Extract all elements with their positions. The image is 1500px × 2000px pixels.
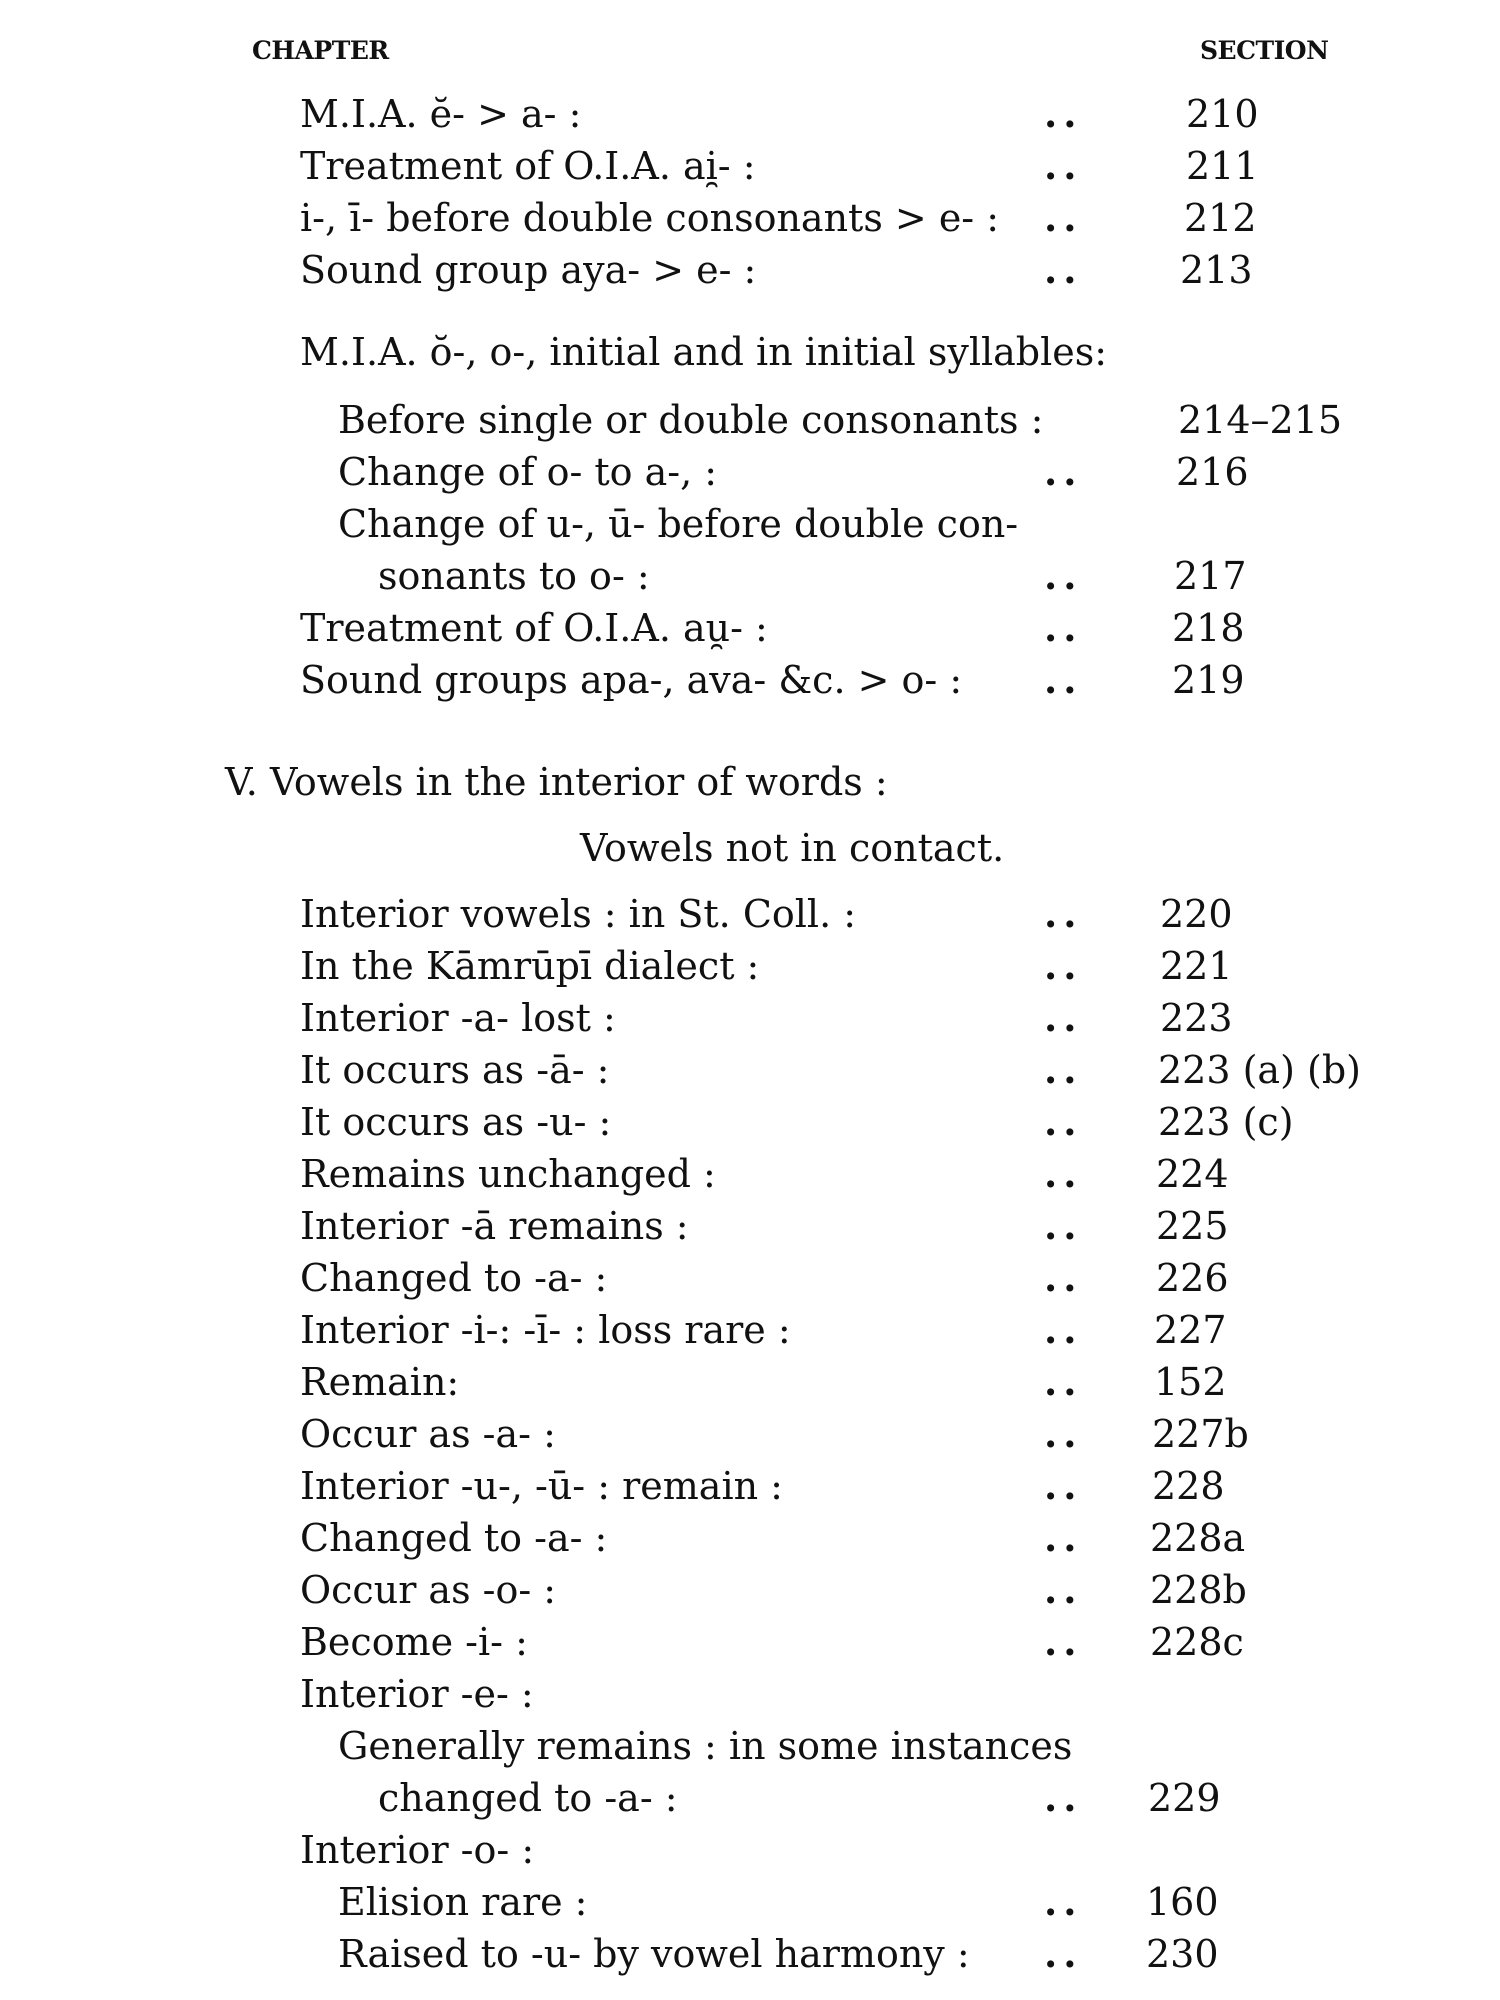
entry-text: Raised to -u- by vowel harmony : <box>338 1932 970 1976</box>
toc-entry <box>0 1096 1500 1148</box>
toc-entry <box>0 1720 1500 1772</box>
leader-dots: .. <box>1044 91 1083 136</box>
entry-text: It occurs as -ā- : <box>300 1048 610 1092</box>
entry-text: Before single or double consonants : <box>338 398 1044 442</box>
toc-entry <box>0 756 1500 808</box>
leader-dots: .. <box>1044 247 1083 292</box>
leader-dots: .. <box>1044 995 1083 1040</box>
toc-entry <box>0 822 1500 874</box>
entry-text: Change of o- to a-, : <box>338 450 718 494</box>
section-number: 214–215 <box>1178 398 1343 442</box>
entry-text: It occurs as -u- : <box>300 1100 612 1144</box>
entry-text: Generally remains : in some instances <box>338 1724 1073 1768</box>
toc-entry <box>0 654 1500 706</box>
entry-text: Treatment of O.I.A. ai̯- : <box>300 144 756 188</box>
toc-entry <box>0 940 1500 992</box>
toc-entry <box>0 1200 1500 1252</box>
leader-dots: .. <box>1044 1255 1083 1300</box>
leader-dots: .. <box>1044 605 1083 650</box>
section-number: 212 <box>1184 196 1257 240</box>
entry-text: Interior -o- : <box>300 1828 535 1872</box>
entry-text: M.I.A. ŏ-, o-, initial and in initial syllables: <box>300 330 1108 374</box>
toc-entry <box>0 992 1500 1044</box>
section-number: 225 <box>1156 1204 1229 1248</box>
toc-entry <box>0 1044 1500 1096</box>
leader-dots: .. <box>1044 143 1083 188</box>
section-number: 152 <box>1154 1360 1227 1404</box>
section-number: 218 <box>1172 606 1245 650</box>
toc-entry <box>0 498 1500 550</box>
entry-text: Remain: <box>300 1360 460 1404</box>
entry-text: Interior -i-: -ī- : loss rare : <box>300 1308 791 1352</box>
section-number: 228 <box>1152 1464 1225 1508</box>
toc-entry <box>0 1876 1500 1928</box>
section-number: 221 <box>1160 944 1233 988</box>
section-number: 213 <box>1180 248 1253 292</box>
leader-dots: .. <box>1044 1463 1083 1508</box>
entry-text: Remains unchanged : <box>300 1152 716 1196</box>
section-number: 223 <box>1160 996 1233 1040</box>
section-number: 210 <box>1186 92 1259 136</box>
toc-entry <box>0 1148 1500 1200</box>
section-number: 224 <box>1156 1152 1229 1196</box>
section-number: 228b <box>1150 1568 1247 1612</box>
section-number: 228a <box>1150 1516 1246 1560</box>
toc-entry <box>0 326 1500 378</box>
entry-text: Changed to -a- : <box>300 1256 608 1300</box>
leader-dots: .. <box>1044 1099 1083 1144</box>
leader-dots: .. <box>1044 1567 1083 1612</box>
toc-entry <box>0 394 1500 446</box>
entry-text: Interior -u-, -ū- : remain : <box>300 1464 783 1508</box>
leader-dots: .. <box>1044 195 1083 240</box>
toc-entry <box>0 1252 1500 1304</box>
toc-entry <box>0 140 1500 192</box>
entry-text: changed to -a- : <box>378 1776 678 1820</box>
entry-text: M.I.A. ĕ- > a- : <box>300 92 582 136</box>
toc-entry <box>0 1824 1500 1876</box>
leader-dots: .. <box>1044 1515 1083 1560</box>
leader-dots: .. <box>1044 1203 1083 1248</box>
section-number: 211 <box>1186 144 1259 188</box>
toc-entry <box>0 88 1500 140</box>
section-number: 219 <box>1172 658 1245 702</box>
leader-dots: .. <box>1044 1879 1083 1924</box>
section-number: 216 <box>1176 450 1249 494</box>
toc-entry <box>0 550 1500 602</box>
entry-text: Treatment of O.I.A. au̯- : <box>300 606 768 650</box>
entry-text: Occur as -o- : <box>300 1568 557 1612</box>
section-number: 160 <box>1146 1880 1219 1924</box>
leader-dots: .. <box>1044 943 1083 988</box>
leader-dots: .. <box>1044 1307 1083 1352</box>
leader-dots: .. <box>1044 1411 1083 1456</box>
entry-text: Interior -a- lost : <box>300 996 616 1040</box>
section-number: 228c <box>1150 1620 1244 1664</box>
leader-dots: .. <box>1044 1775 1083 1820</box>
section-number: 223 (a) (b) <box>1158 1048 1361 1092</box>
entry-text: V. Vowels in the interior of words : <box>225 760 888 804</box>
toc-entry <box>0 192 1500 244</box>
section-number: 220 <box>1160 892 1233 936</box>
toc-entry <box>0 244 1500 296</box>
section-header: SECTION <box>1200 36 1329 65</box>
section-number: 226 <box>1156 1256 1229 1300</box>
toc-entry <box>0 1616 1500 1668</box>
section-number: 217 <box>1174 554 1247 598</box>
toc-entry <box>0 1356 1500 1408</box>
leader-dots: .. <box>1044 449 1083 494</box>
section-number: 230 <box>1146 1932 1219 1976</box>
toc-entry <box>0 1304 1500 1356</box>
leader-dots: .. <box>1044 1619 1083 1664</box>
leader-dots: .. <box>1044 553 1083 598</box>
entry-text: Interior -e- : <box>300 1672 534 1716</box>
entry-text: Occur as -a- : <box>300 1412 556 1456</box>
toc-entry <box>0 1772 1500 1824</box>
entry-text: Changed to -a- : <box>300 1516 608 1560</box>
leader-dots: .. <box>1044 891 1083 936</box>
entry-text: Vowels not in contact. <box>580 826 1005 870</box>
entry-text: Become -i- : <box>300 1620 528 1664</box>
section-number: 223 (c) <box>1158 1100 1294 1144</box>
toc-entry <box>0 446 1500 498</box>
toc-entry <box>0 1512 1500 1564</box>
toc-entry <box>0 1668 1500 1720</box>
section-number: 227b <box>1152 1412 1249 1456</box>
entry-text: sonants to o- : <box>378 554 650 598</box>
section-number: 229 <box>1148 1776 1221 1820</box>
toc-entry <box>0 1928 1500 1980</box>
toc-entry <box>0 888 1500 940</box>
toc-entry <box>0 1460 1500 1512</box>
entry-text: i-, ī- before double consonants > e- : <box>300 196 1000 240</box>
leader-dots: .. <box>1044 1359 1083 1404</box>
entry-text: Elision rare : <box>338 1880 588 1924</box>
section-number: 227 <box>1154 1308 1227 1352</box>
entry-text: Sound group aya- > e- : <box>300 248 757 292</box>
toc-entry <box>0 1564 1500 1616</box>
entry-text: Sound groups apa-, ava- &c. > o- : <box>300 658 963 702</box>
chapter-header: CHAPTER <box>252 36 389 65</box>
leader-dots: .. <box>1044 657 1083 702</box>
entry-text: Change of u-, ū- before double con- <box>338 502 1019 546</box>
entry-text: Interior -ā remains : <box>300 1204 689 1248</box>
leader-dots: .. <box>1044 1931 1083 1976</box>
entry-text: In the Kāmrūpī dialect : <box>300 944 760 988</box>
toc-entry <box>0 602 1500 654</box>
leader-dots: .. <box>1044 1047 1083 1092</box>
leader-dots: .. <box>1044 1151 1083 1196</box>
entry-text: Interior vowels : in St. Coll. : <box>300 892 857 936</box>
toc-entry <box>0 1408 1500 1460</box>
